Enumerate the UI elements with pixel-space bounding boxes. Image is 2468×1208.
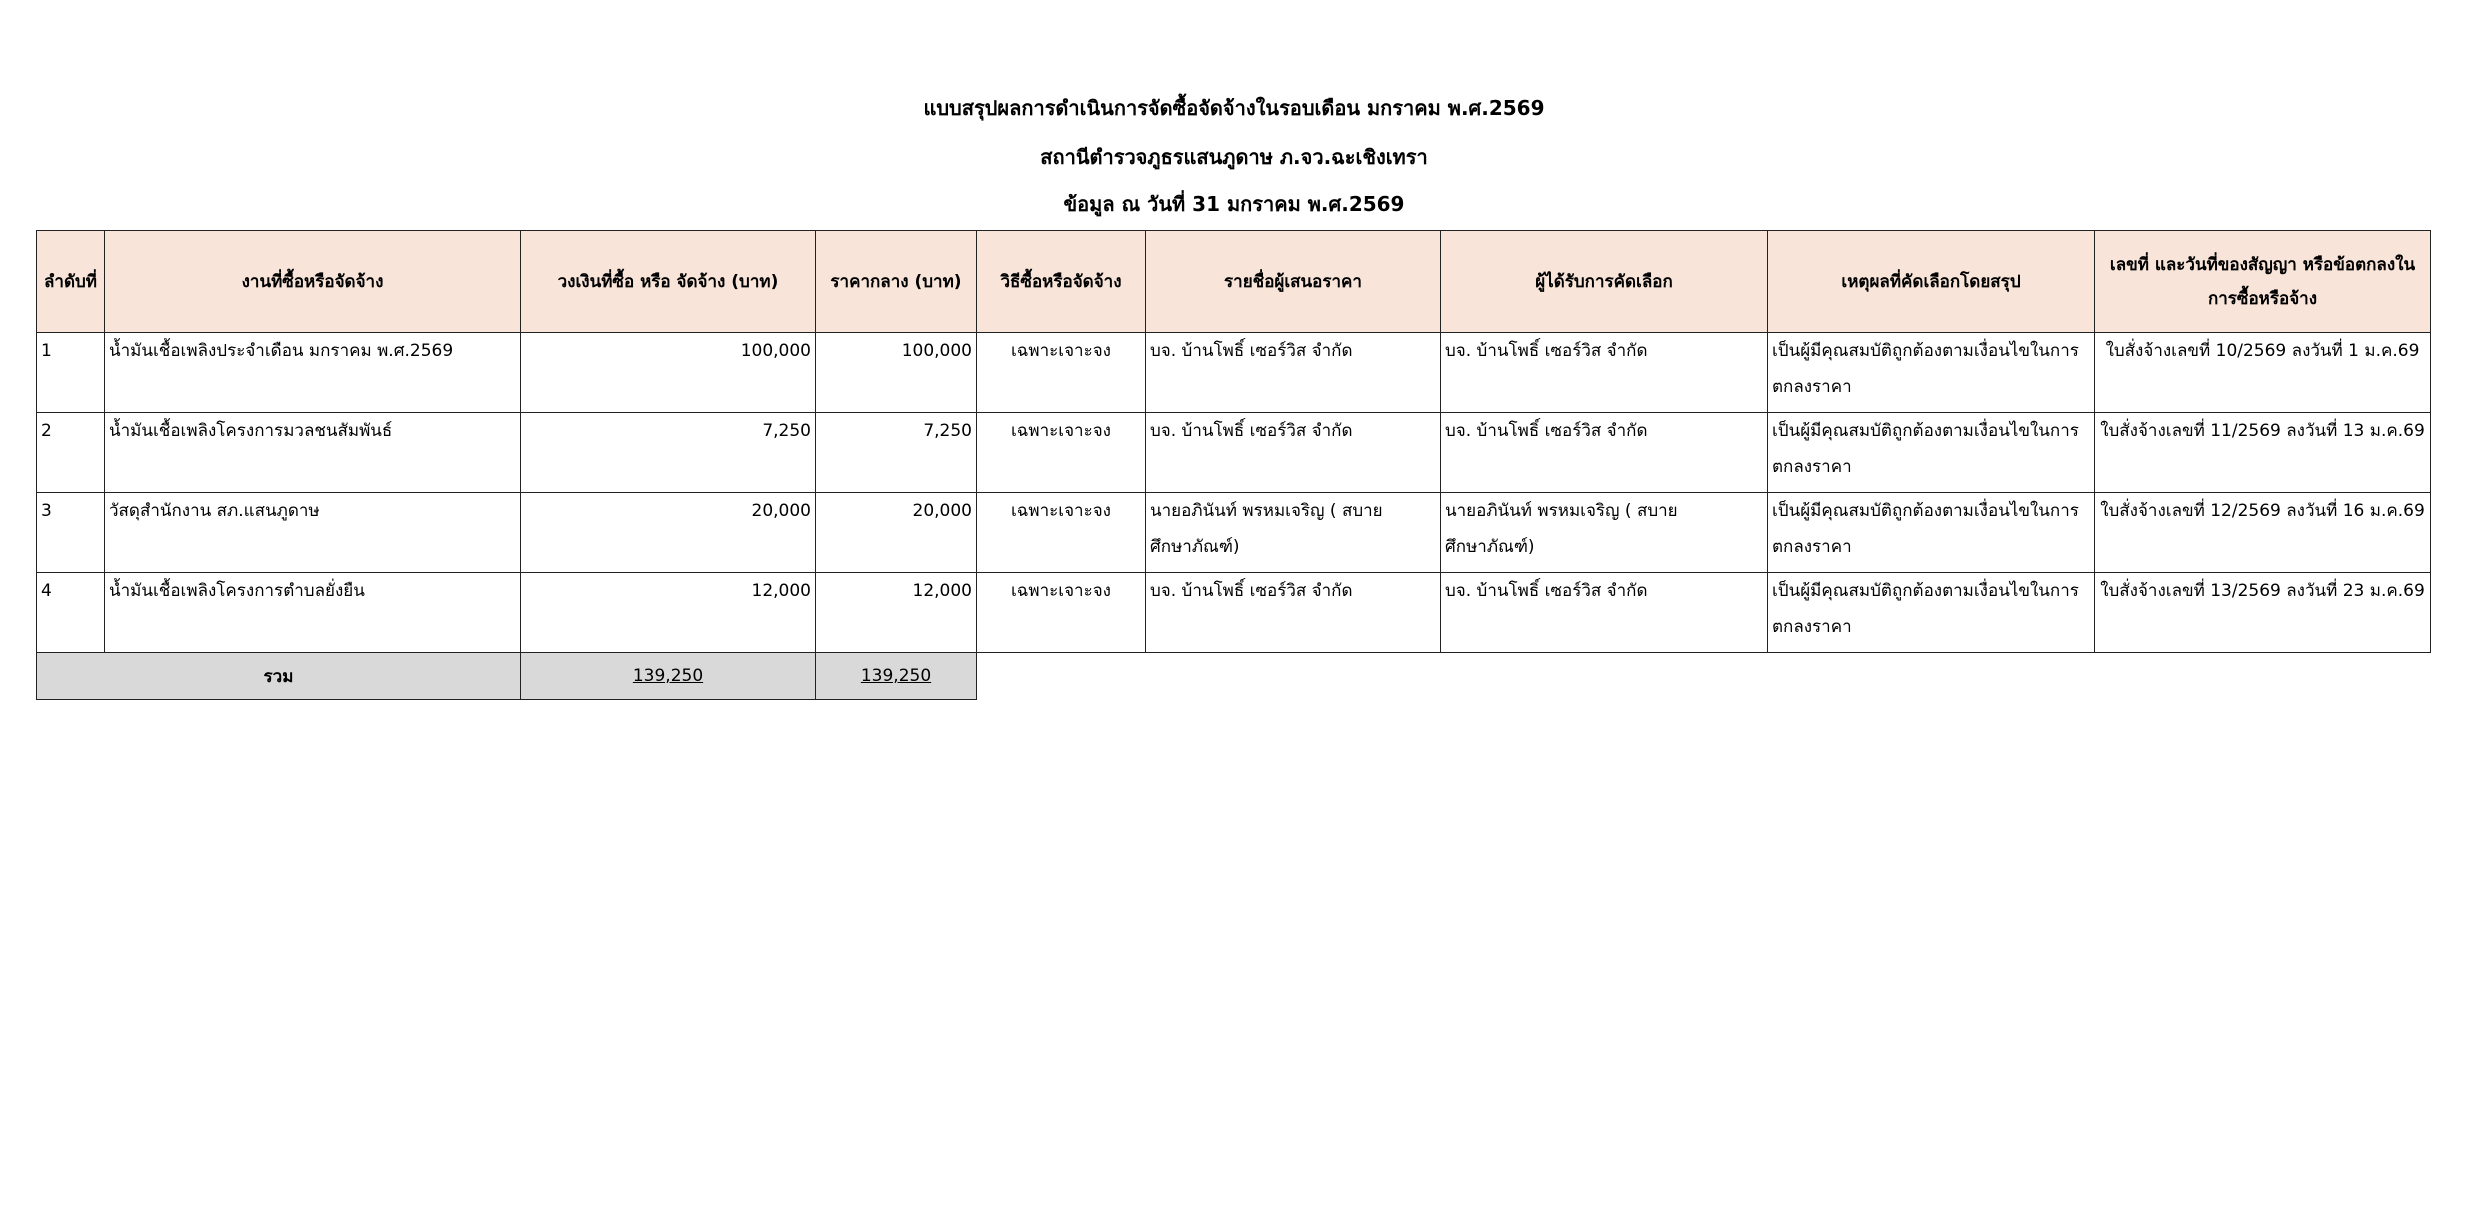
row-no: 1 <box>37 333 105 413</box>
table-row <box>37 573 2431 653</box>
row-budget: 7,250 <box>521 413 816 493</box>
table-header-row <box>37 231 2431 333</box>
row-method: เฉพาะเจาะจง <box>977 413 1146 493</box>
row-budget: 12,000 <box>521 573 816 653</box>
row-method: เฉพาะเจาะจง <box>977 573 1146 653</box>
row-median-price: 20,000 <box>816 493 977 573</box>
total-row-filler <box>977 653 2431 700</box>
row-item: วัสดุสำนักงาน สภ.แสนภูดาษ <box>105 493 521 573</box>
total-budget: 139,250 <box>521 653 816 700</box>
row-median-price: 100,000 <box>816 333 977 413</box>
row-no: 3 <box>37 493 105 573</box>
header-median-price: ราคากลาง (บาท) <box>816 231 977 333</box>
row-contract: ใบสั่งจ้างเลขที่ 13/2569 ลงวันที่ 23 ม.ค.69 <box>2095 573 2431 653</box>
row-selected: บจ. บ้านโพธิ์ เซอร์วิส จำกัด <box>1441 413 1768 493</box>
row-selected: บจ. บ้านโพธิ์ เซอร์วิส จำกัด <box>1441 573 1768 653</box>
row-item: น้ำมันเชื้อเพลิงโครงการมวลชนสัมพันธ์ <box>105 413 521 493</box>
total-median-price: 139,250 <box>816 653 977 700</box>
row-median-price: 7,250 <box>816 413 977 493</box>
header-no: ลำดับที่ <box>37 231 105 333</box>
data-as-of-date: ข้อมูล ณ วันที่ 31 มกราคม พ.ศ.2569 <box>1063 192 1405 216</box>
table-row <box>37 333 2431 413</box>
row-item: น้ำมันเชื้อเพลิงประจำเดือน มกราคม พ.ศ.2569 <box>105 333 521 413</box>
table-row <box>37 493 2431 573</box>
row-bidders: นายอภินันท์ พรหมเจริญ ( สบายศึกษาภัณฑ์) <box>1146 493 1441 573</box>
row-no: 2 <box>37 413 105 493</box>
row-reason: เป็นผู้มีคุณสมบัติถูกต้องตามเงื่อนไขในการตกลงราคา <box>1768 333 2095 413</box>
row-selected: นายอภินันท์ พรหมเจริญ ( สบายศึกษาภัณฑ์) <box>1441 493 1768 573</box>
row-no: 4 <box>37 573 105 653</box>
document-title: แบบสรุปผลการดำเนินการจัดซื้อจัดจ้างในรอบเดือน มกราคม พ.ศ.2569 <box>923 96 1545 120</box>
procurement-summary-table <box>36 230 2431 700</box>
header-contract: เลขที่ และวันที่ของสัญญา หรือข้อตกลงในการซื้อหรือจ้าง <box>2095 231 2431 333</box>
header-reason: เหตุผลที่คัดเลือกโดยสรุป <box>1768 231 2095 333</box>
row-median-price: 12,000 <box>816 573 977 653</box>
row-reason: เป็นผู้มีคุณสมบัติถูกต้องตามเงื่อนไขในการตกลงราคา <box>1768 573 2095 653</box>
row-contract: ใบสั่งจ้างเลขที่ 12/2569 ลงวันที่ 16 ม.ค.69 <box>2095 493 2431 573</box>
header-method: วิธีซื้อหรือจัดจ้าง <box>977 231 1146 333</box>
table-row <box>37 413 2431 493</box>
row-contract: ใบสั่งจ้างเลขที่ 10/2569 ลงวันที่ 1 ม.ค.69 <box>2095 333 2431 413</box>
row-selected: บจ. บ้านโพธิ์ เซอร์วิส จำกัด <box>1441 333 1768 413</box>
row-item: น้ำมันเชื้อเพลิงโครงการตำบลยั่งยืน <box>105 573 521 653</box>
row-bidders: บจ. บ้านโพธิ์ เซอร์วิส จำกัด <box>1146 573 1441 653</box>
row-contract: ใบสั่งจ้างเลขที่ 11/2569 ลงวันที่ 13 ม.ค.69 <box>2095 413 2431 493</box>
total-label: รวม <box>37 653 521 700</box>
row-method: เฉพาะเจาะจง <box>977 333 1146 413</box>
row-bidders: บจ. บ้านโพธิ์ เซอร์วิส จำกัด <box>1146 333 1441 413</box>
row-budget: 100,000 <box>521 333 816 413</box>
station-name: สถานีตำรวจภูธรแสนภูดาษ ภ.จว.ฉะเชิงเทรา <box>1040 145 1428 169</box>
row-budget: 20,000 <box>521 493 816 573</box>
header-selected: ผู้ได้รับการคัดเลือก <box>1441 231 1768 333</box>
header-item: งานที่ซื้อหรือจัดจ้าง <box>105 231 521 333</box>
total-row <box>37 653 2431 700</box>
row-bidders: บจ. บ้านโพธิ์ เซอร์วิส จำกัด <box>1146 413 1441 493</box>
header-bidders: รายชื่อผู้เสนอราคา <box>1146 231 1441 333</box>
header-budget: วงเงินที่ซื้อ หรือ จัดจ้าง (บาท) <box>521 231 816 333</box>
row-reason: เป็นผู้มีคุณสมบัติถูกต้องตามเงื่อนไขในการตกลงราคา <box>1768 493 2095 573</box>
row-reason: เป็นผู้มีคุณสมบัติถูกต้องตามเงื่อนไขในการตกลงราคา <box>1768 413 2095 493</box>
row-method: เฉพาะเจาะจง <box>977 493 1146 573</box>
